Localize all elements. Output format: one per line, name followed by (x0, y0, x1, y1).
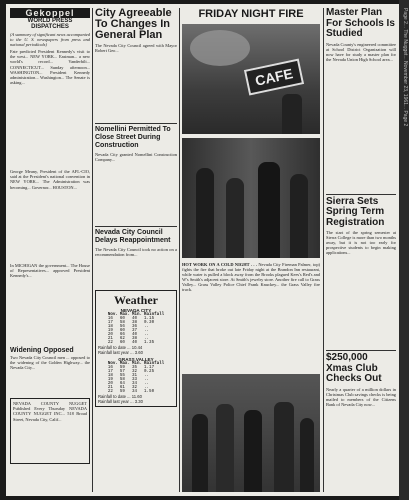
weather-gv-cell: 35 (131, 366, 137, 370)
firefighter-3 (258, 162, 280, 258)
weather-gv-cell: 20 (107, 382, 113, 386)
fire-photo-middle (182, 138, 320, 258)
weather-gv-cell: 33 (131, 378, 137, 382)
weather-nc-cell: 0.30 (144, 321, 155, 325)
weather-gv-header-cell: Max. (119, 362, 130, 366)
weather-gv-cell: 0.25 (144, 370, 155, 374)
weather-nc-cell: 18 (107, 325, 113, 329)
weather-gv-cell: 59 (119, 390, 125, 394)
weather-gv-header-cell: Rainfall (144, 362, 165, 366)
weather-gv-cell: 32 (131, 386, 137, 390)
weather-nc-cell: 62 (119, 337, 125, 341)
weather-gv-cell: 18 (107, 374, 113, 378)
firefighter-4 (290, 174, 308, 258)
smoke-plume (190, 30, 250, 66)
weather-nc-cell: 19 (107, 329, 113, 333)
weather-table-grass-valley (107, 362, 165, 394)
column-rule-2 (179, 8, 180, 492)
weather-nc-cell: 1.15 (144, 317, 155, 321)
crowd-figure-3 (244, 410, 262, 492)
weather-nc-cell: 22 (107, 341, 113, 345)
dispatches-intro: (A summary of significant news accompanied to the U. S. newspapers from press and national periodicals) (10, 32, 90, 48)
fire-photo-top (182, 24, 320, 134)
fireman-silhouette (282, 94, 302, 134)
margin-page-info: Page 2... The Nugget... November 23, 1961... Page 2 (402, 8, 408, 127)
weather-nc-cell: 20 (107, 333, 113, 337)
reappointment-headline: Nevada City Council Delays Reappointment (95, 229, 171, 244)
weather-nc-cell: 37 (131, 329, 137, 333)
fire-caption-text: Nevada City Fireman Palmer, top) fights the fire that broke out late Friday night at the Brandon Inn restaurant, while water is pulled a block away from the Brooks plagued Kees's Red's and W's Smith's adjacent store. At Smith's jewelry store. Another fire call to Grass Valley... Grass Valley Police Chief Frank Knuckey... the Grass Valley fire truck. (182, 262, 320, 293)
weather-nc-season: Rainfall to date ... 10.44 (98, 345, 143, 350)
xmas-club-body: Nearly a quarter of a million dollars in Christmas Club savings checks is being mailed to members of the Citizens Bank of Nevada City now... (326, 386, 396, 407)
weather-gv-cell: .. (144, 378, 150, 382)
weather-gv-cell: 64 (119, 382, 125, 386)
weather-nc-header-cell: Nov. (107, 313, 118, 317)
dispatches-flag: Gekoppel (10, 8, 90, 18)
weather-nc-cell: 36 (131, 325, 137, 329)
dispatches-body-1: Fate predicted President Kennedy's visit to the west... NEW YORK... Eastman... a new world's record... Vanderbilt... CONNECTICUT... Sunday afternoon... WASHINGTON... President Kennedy administration... Washington... The Senate is asking... (10, 49, 90, 85)
weather-nc-cell: 40 (131, 333, 137, 337)
weather-gv-cell: 22 (107, 390, 113, 394)
fire-photo-title: FRIDAY NIGHT FIRE (198, 8, 304, 20)
weather-gv-cell: 34 (131, 390, 137, 394)
rule-col2-a (95, 123, 177, 124)
rule-col2-b (95, 226, 177, 227)
weather-gv-cell: 55 (119, 374, 125, 378)
column-schools (326, 8, 396, 492)
weather-nc-cell: 38 (131, 337, 137, 341)
weather-gv-cell: 57 (119, 370, 125, 374)
rule-col4-b (326, 350, 396, 351)
weather-gv-cell: 58 (119, 378, 125, 382)
weather-gv-cell: 61 (119, 386, 125, 390)
dispatches-body-3: In MICHIGAN the government... The House of Representatives... approved President Kennedy's... (10, 263, 90, 279)
newspaper-page (6, 4, 399, 496)
fire-photo-bottom (182, 374, 320, 492)
column-city-news (95, 8, 177, 492)
weather-nc-cell: 40 (131, 317, 137, 321)
weather-nc-cell: 40 (131, 341, 137, 345)
weather-nc-header-cell: Max. (119, 313, 130, 317)
fire-caption (182, 262, 320, 293)
weather-nc-cell: 38 (131, 321, 137, 325)
dispatches-body-2: George Meany, President of the AFL-CIO, said at the President's national convention in NEW YORK... The Administration was becoming... Governor... HOUSTON... (10, 169, 90, 190)
weather-nc-header-cell: Min. (131, 313, 143, 317)
weather-gv-last: Rainfall last year ... 3.30 (98, 399, 143, 404)
weather-table-nevada-city (107, 313, 165, 345)
weather-nc-cell: 60 (119, 329, 125, 333)
weather-gv-cell: 32 (131, 370, 137, 374)
weather-gv-cell: .. (144, 374, 150, 378)
city-agreeable-headline: City Agreeable To Changes In General Plan (95, 8, 172, 41)
weather-nc-cell: .. (144, 337, 150, 341)
firefighter-1 (196, 168, 214, 258)
fire-caption-head: HOT WORK ON A COLD NIGHT . . . (182, 262, 257, 267)
reappointment-body: The Nevada City Council took no action on a recommendation from... (95, 247, 177, 258)
weather-nc-cell: 1.35 (144, 341, 155, 345)
weather-nc-cell: 17 (107, 321, 113, 325)
weather-gv-cell: 17 (107, 370, 113, 374)
master-plan-body: Nevada County's engineered committee at School District Organization will now have for study a master plan for the Nevada Union High School area... (326, 41, 396, 62)
weather-gv-cell: 16 (107, 366, 113, 370)
masthead-box: NEVADA COUNTY NUGGET Published Every Thursday NEVADA COUNTY NUGGET INC... 518 Broad Street, Nevada City, Calif... (10, 398, 90, 464)
crowd-figure-5 (300, 418, 314, 492)
weather-gv-header-cell: Min. (131, 362, 143, 366)
weather-gv-season: Rainfall to date ... 11.60 (98, 394, 142, 399)
weather-nc-cell: 60 (119, 341, 125, 345)
weather-gv-cell: 34 (131, 382, 137, 386)
weather-nc-cell: 66 (119, 333, 125, 337)
weather-nevada-city-label: NEVADA CITY (120, 308, 152, 313)
widening-body: Two Nevada City Council men ... opposed to the widening of the Golden Highway... the Nevada City... (10, 355, 90, 371)
xmas-club-headline: $250,000 Xmas Club Checks Out (326, 352, 382, 384)
weather-nc-cell: 60 (119, 317, 125, 321)
weather-nc-cell: 16 (107, 317, 113, 321)
column-rule-3 (323, 8, 324, 492)
nomellini-headline: Nomellini Permitted To Close Street During Construction (95, 126, 171, 149)
weather-nc-cell: .. (144, 333, 150, 337)
dispatches-subflag: WORLD PRESS DISPATCHES (27, 18, 73, 30)
sierra-headline: Sierra Sets Spring Term Registration (326, 195, 385, 228)
weather-nc-cell: .. (144, 325, 150, 329)
weather-gv-cell: 31 (131, 374, 137, 378)
weather-nc-cell: 56 (119, 325, 125, 329)
weather-title: Weather (114, 293, 158, 307)
weather-gv-cell: 1.50 (144, 390, 155, 394)
cafe-sign: CAFE (244, 58, 304, 95)
crowd-figure-1 (192, 414, 208, 492)
weather-box (95, 290, 177, 407)
column-rule-1 (92, 8, 93, 492)
weather-gv-cell: 59 (119, 366, 125, 370)
master-plan-headline: Master Plan For Schools Is Studied (326, 8, 395, 39)
weather-gv-cell: 19 (107, 378, 113, 382)
fire-photo-spread (182, 8, 320, 492)
widening-headline: Widening Opposed (10, 347, 74, 355)
weather-gv-header-cell: Nov. (107, 362, 118, 366)
binding-margin (399, 0, 409, 500)
crowd-figure-4 (274, 402, 294, 492)
firefighter-2 (226, 178, 244, 258)
crowd-figure-2 (216, 404, 234, 492)
weather-nc-cell: 58 (119, 321, 125, 325)
city-agreeable-body: The Nevada City Council agreed with Mayor Robert Geo... (95, 43, 177, 54)
weather-gv-cell: 21 (107, 386, 113, 390)
column-world-dispatches (10, 8, 90, 492)
rule-col4-a (326, 194, 396, 195)
weather-gv-cell: .. (144, 386, 150, 390)
nomellini-body: Nevada City granted Nomellini Construction Company... (95, 152, 177, 163)
weather-nc-cell: .. (144, 329, 150, 333)
weather-gv-cell: 1.17 (144, 366, 155, 370)
sierra-body: The start of the spring semester at Sierra College is more than two months away, but it is not too early for prospective students to begin making applications... (326, 230, 396, 256)
weather-grass-valley-label: GRASS VALLEY (118, 357, 154, 362)
weather-nc-last: Rainfall last year ... 3.60 (98, 350, 143, 355)
weather-nc-cell: 21 (107, 337, 113, 341)
weather-nc-header-cell: Rainfall (144, 313, 165, 317)
weather-gv-cell: .. (144, 382, 150, 386)
